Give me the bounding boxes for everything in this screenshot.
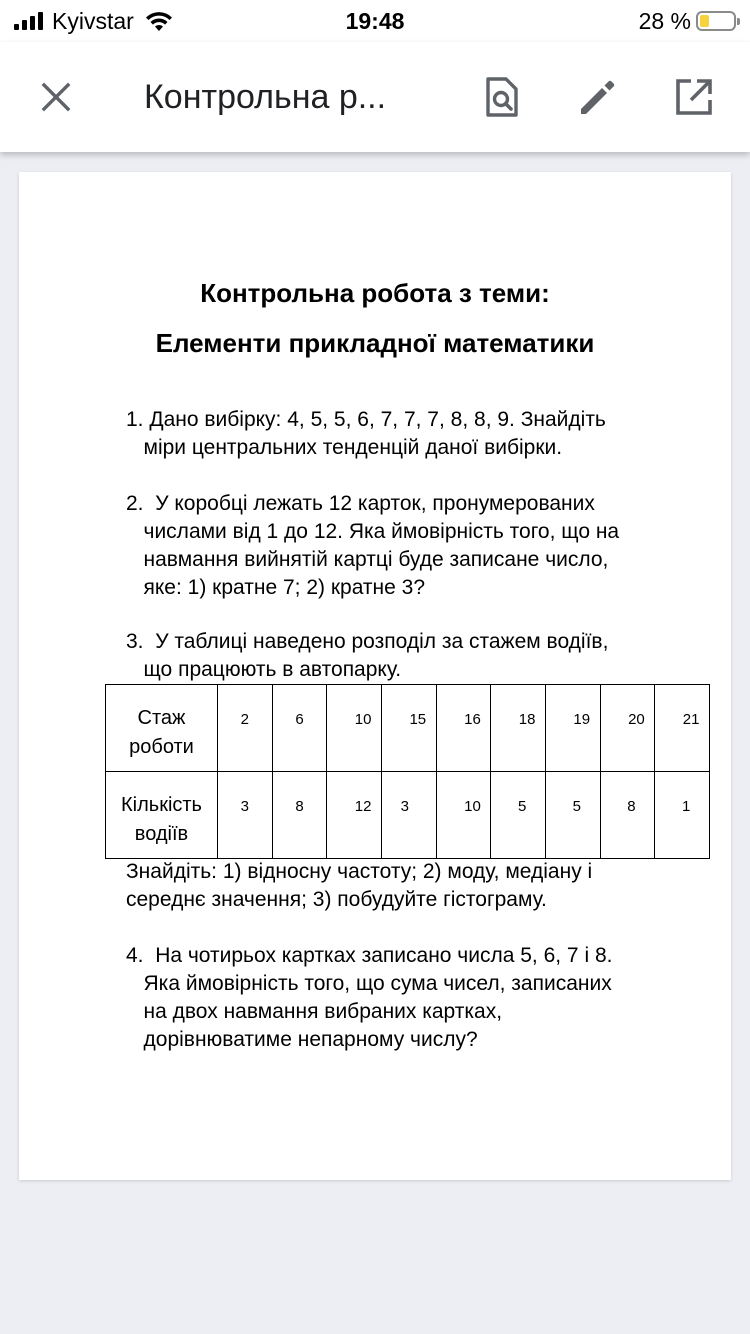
table-cell: 12 — [327, 772, 382, 859]
table-cell: 19 — [545, 685, 600, 772]
app-toolbar — [0, 42, 750, 152]
edit-button[interactable] — [568, 42, 628, 152]
carrier-name: Kyivstar — [52, 7, 134, 34]
question-1-number: 1. — [126, 408, 144, 431]
find-in-page-icon — [484, 76, 520, 118]
question-1-line-2: міри центральних тенденцій даної вибірки. — [143, 436, 563, 459]
find-in-page-button[interactable] — [472, 42, 532, 152]
table-cell: 3 — [218, 772, 273, 859]
table-cell: 20 — [600, 685, 655, 772]
table-cell: 2 — [218, 685, 273, 772]
question-4-line-3: на двох навмання вибраних картках, — [143, 1000, 503, 1023]
table-cell: 16 — [436, 685, 491, 772]
table-header-experience: Стаж роботи — [106, 685, 218, 772]
question-1-line-1: Дано вибірку: 4, 5, 5, 6, 7, 7, 7, 8, 8, 9. Знайдіть — [149, 408, 606, 431]
question-3-number: 3. — [126, 630, 144, 653]
question-4-line-4: дорівнюватиме непарному числу? — [143, 1028, 478, 1051]
question-3-tasks — [126, 858, 592, 914]
question-2-line-4: яке: 1) кратне 7; 2) кратне 3? — [143, 576, 426, 599]
table-cell: 1 — [655, 772, 710, 859]
battery-percent: 28 % — [638, 7, 691, 34]
question-4-line-2: Яка ймовірність того, що сума чисел, записаних — [143, 972, 612, 995]
table-cell: 10 — [327, 685, 382, 772]
table-cell: 15 — [381, 685, 436, 772]
experience-table — [105, 684, 710, 859]
document-title: Контрольна р... — [144, 78, 387, 116]
table-header-drivers: Кількість водіїв — [106, 772, 218, 859]
status-right — [639, 8, 736, 34]
open-externally-button[interactable] — [664, 42, 724, 152]
battery-icon — [696, 11, 736, 31]
table-cell: 3 — [381, 772, 436, 859]
document-page — [19, 172, 731, 1180]
question-3 — [126, 628, 608, 684]
question-3-after-1: Знайдіть: 1) відносну частоту; 2) моду, медіану і — [126, 860, 593, 883]
table-cell: 8 — [272, 772, 327, 859]
table-row-experience — [106, 685, 710, 772]
question-2-line-1: У коробці лежать 12 карток, пронумерованих — [155, 492, 595, 515]
open-in-new-icon — [675, 78, 713, 116]
question-2-line-3: навмання вийнятій картці буде записане число, — [143, 548, 609, 571]
question-3-line-2: що працюють в автопарку. — [143, 658, 402, 681]
table-cell: 6 — [272, 685, 327, 772]
table-cell: 8 — [600, 772, 655, 859]
question-3-line-1: У таблиці наведено розподіл за стажем водіїв, — [155, 630, 609, 653]
close-icon — [41, 82, 71, 112]
question-4-number: 4. — [126, 944, 144, 967]
question-2 — [126, 490, 619, 602]
title-line-1: Контрольна робота з теми: — [200, 278, 550, 308]
question-2-number: 2. — [126, 492, 144, 515]
title-line-2: Елементи прикладної математики — [155, 328, 595, 358]
table-cell: 10 — [436, 772, 491, 859]
table-cell: 5 — [491, 772, 546, 859]
table-cell: 21 — [655, 685, 710, 772]
question-3-after-2: середнє значення; 3) побудуйте гістограму. — [126, 888, 547, 911]
close-button[interactable] — [26, 42, 86, 152]
question-4 — [126, 942, 612, 1054]
table-row-drivers — [106, 772, 710, 859]
status-time: 19:48 — [345, 8, 405, 34]
question-2-line-2: числами від 1 до 12. Яка ймовірність того, що на — [143, 520, 620, 543]
table-cell: 5 — [545, 772, 600, 859]
battery-fill — [700, 15, 709, 27]
question-4-line-1: На чотирьох картках записано числа 5, 6, 7 і 8. — [155, 944, 613, 967]
table-cell: 18 — [491, 685, 546, 772]
question-1 — [126, 406, 606, 462]
status-bar — [0, 0, 750, 42]
pencil-icon — [579, 78, 617, 116]
